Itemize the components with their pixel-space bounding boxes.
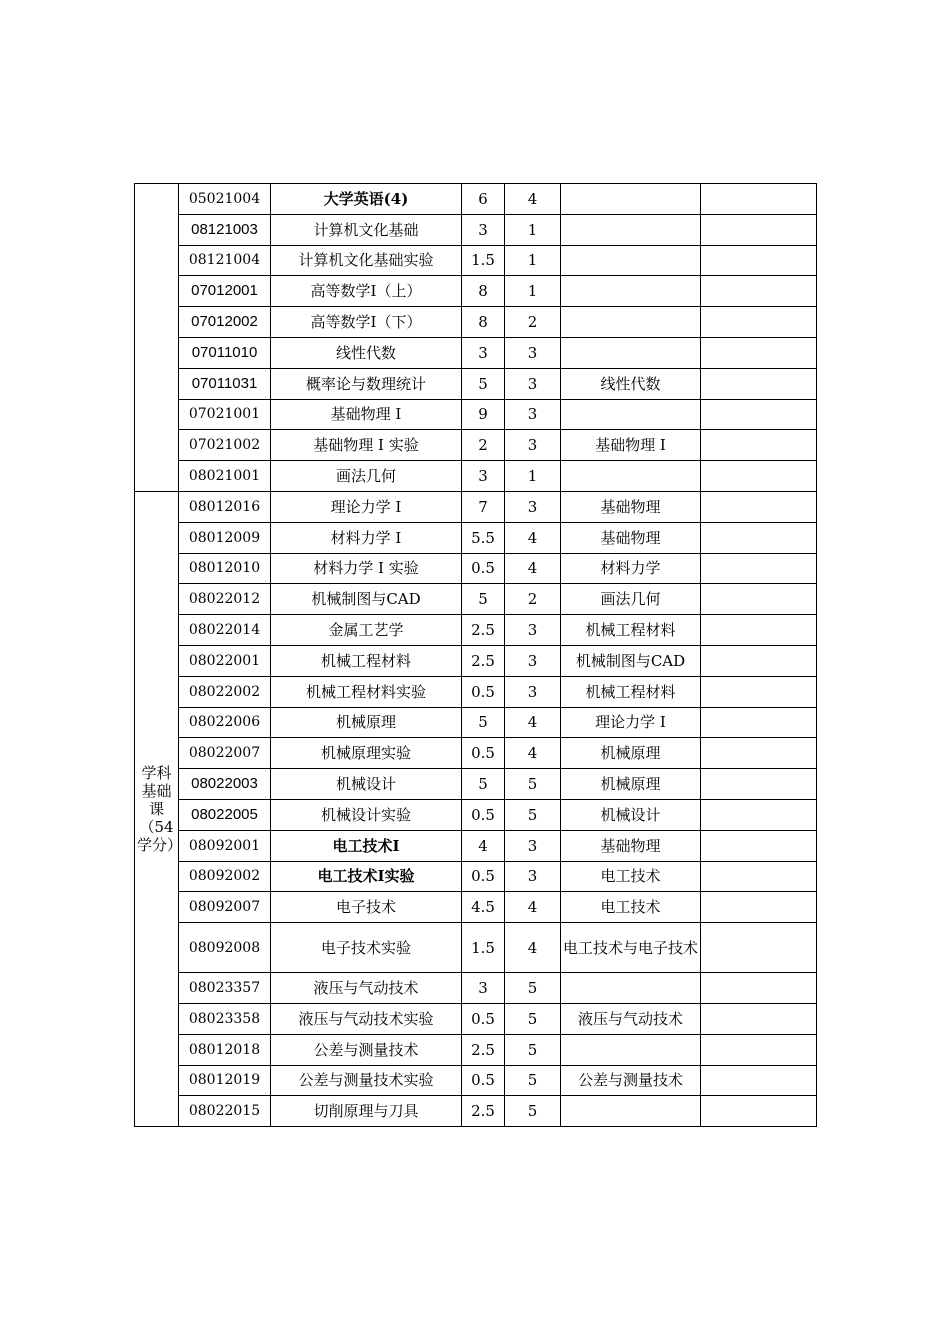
course-name-cell: 机械制图与CAD [271, 584, 462, 615]
note-cell [701, 214, 817, 245]
table-row [135, 738, 817, 769]
credits-cell: 0.5 [462, 553, 505, 584]
table-row [135, 1096, 817, 1127]
semester-cell: 4 [505, 522, 561, 553]
prerequisite-cell [561, 214, 701, 245]
semester-cell: 5 [505, 1096, 561, 1127]
credits-cell: 8 [462, 307, 505, 338]
table-row [135, 923, 817, 973]
credits-cell: 0.5 [462, 1065, 505, 1096]
semester-cell: 3 [505, 830, 561, 861]
prerequisite-cell: 线性代数 [561, 368, 701, 399]
semester-cell: 3 [505, 399, 561, 430]
note-cell [701, 461, 817, 492]
course-code-cell: 07021002 [179, 430, 271, 461]
note-cell [701, 861, 817, 892]
note-cell [701, 615, 817, 646]
credits-cell: 2 [462, 430, 505, 461]
course-code-cell: 08022006 [179, 707, 271, 738]
credits-cell: 9 [462, 399, 505, 430]
course-name-cell: 高等数学Ⅰ（上） [271, 276, 462, 307]
course-name-cell: 基础物理 Ⅰ [271, 399, 462, 430]
table-row [135, 1065, 817, 1096]
course-code-cell: 08022014 [179, 615, 271, 646]
course-code-cell: 08021001 [179, 461, 271, 492]
table-row [135, 307, 817, 338]
note-cell [701, 1065, 817, 1096]
prerequisite-cell: 基础物理 [561, 522, 701, 553]
prerequisite-cell: 机械原理 [561, 738, 701, 769]
semester-cell: 3 [505, 676, 561, 707]
prerequisite-cell [561, 184, 701, 215]
note-cell [701, 276, 817, 307]
course-code-cell: 08022015 [179, 1096, 271, 1127]
table-row [135, 615, 817, 646]
note-cell [701, 1096, 817, 1127]
semester-cell: 5 [505, 973, 561, 1004]
credits-cell: 2.5 [462, 645, 505, 676]
table-row [135, 1034, 817, 1065]
credits-cell: 0.5 [462, 861, 505, 892]
prerequisite-cell: 基础物理 [561, 491, 701, 522]
course-name-cell: 切削原理与刀具 [271, 1096, 462, 1127]
table-row [135, 245, 817, 276]
semester-cell: 2 [505, 307, 561, 338]
semester-cell: 4 [505, 923, 561, 973]
prerequisite-cell: 液压与气动技术 [561, 1003, 701, 1034]
prerequisite-cell: 机械工程材料 [561, 615, 701, 646]
course-code-cell: 08023357 [179, 973, 271, 1004]
course-table [134, 183, 817, 1127]
credits-cell: 3 [462, 973, 505, 1004]
semester-cell: 3 [505, 430, 561, 461]
course-code-cell: 07021001 [179, 399, 271, 430]
table-row [135, 491, 817, 522]
note-cell [701, 245, 817, 276]
course-name-cell: 电子技术实验 [271, 923, 462, 973]
credits-cell: 5 [462, 769, 505, 800]
course-code-cell: 08022003 [179, 769, 271, 800]
note-cell [701, 337, 817, 368]
semester-cell: 5 [505, 799, 561, 830]
course-code-cell: 08092001 [179, 830, 271, 861]
course-code-cell: 08012019 [179, 1065, 271, 1096]
table-body [135, 184, 817, 1127]
credits-cell: 1.5 [462, 923, 505, 973]
prerequisite-cell [561, 337, 701, 368]
credits-cell: 0.5 [462, 1003, 505, 1034]
course-code-cell: 07011010 [179, 337, 271, 368]
prerequisite-cell: 机械制图与CAD [561, 645, 701, 676]
credits-cell: 5 [462, 707, 505, 738]
prerequisite-cell [561, 1096, 701, 1127]
note-cell [701, 491, 817, 522]
note-cell [701, 923, 817, 973]
prerequisite-cell: 机械工程材料 [561, 676, 701, 707]
prerequisite-cell [561, 973, 701, 1004]
course-name-cell: 机械工程材料 [271, 645, 462, 676]
prerequisite-cell: 电工技术 [561, 861, 701, 892]
prerequisite-cell: 画法几何 [561, 584, 701, 615]
course-name-cell: 机械设计 [271, 769, 462, 800]
course-code-cell: 08092002 [179, 861, 271, 892]
course-name-cell: 机械设计实验 [271, 799, 462, 830]
semester-cell: 4 [505, 553, 561, 584]
course-name-cell: 液压与气动技术实验 [271, 1003, 462, 1034]
course-code-cell: 05021004 [179, 184, 271, 215]
course-name-cell: 计算机文化基础实验 [271, 245, 462, 276]
course-code-cell: 07012002 [179, 307, 271, 338]
prerequisite-cell [561, 245, 701, 276]
note-cell [701, 1003, 817, 1034]
table-row [135, 337, 817, 368]
semester-cell: 5 [505, 1065, 561, 1096]
semester-cell: 4 [505, 184, 561, 215]
prerequisite-cell: 公差与测量技术 [561, 1065, 701, 1096]
note-cell [701, 184, 817, 215]
course-code-cell: 08012010 [179, 553, 271, 584]
semester-cell: 3 [505, 368, 561, 399]
course-name-cell: 线性代数 [271, 337, 462, 368]
note-cell [701, 892, 817, 923]
table-row [135, 584, 817, 615]
semester-cell: 3 [505, 491, 561, 522]
table-row [135, 892, 817, 923]
note-cell [701, 676, 817, 707]
prerequisite-cell: 机械原理 [561, 769, 701, 800]
semester-cell: 4 [505, 738, 561, 769]
semester-cell: 3 [505, 337, 561, 368]
course-name-cell: 画法几何 [271, 461, 462, 492]
prerequisite-cell [561, 461, 701, 492]
table-row [135, 769, 817, 800]
table-row [135, 399, 817, 430]
table-row [135, 184, 817, 215]
credits-cell: 2.5 [462, 615, 505, 646]
course-name-cell: 材料力学 Ⅰ 实验 [271, 553, 462, 584]
note-cell [701, 738, 817, 769]
table-row [135, 430, 817, 461]
credits-cell: 0.5 [462, 676, 505, 707]
table-row [135, 276, 817, 307]
credits-cell: 8 [462, 276, 505, 307]
course-name-cell: 理论力学 Ⅰ [271, 491, 462, 522]
note-cell [701, 399, 817, 430]
credits-cell: 7 [462, 491, 505, 522]
table-row [135, 645, 817, 676]
course-name-cell: 公差与测量技术实验 [271, 1065, 462, 1096]
table-row [135, 707, 817, 738]
prerequisite-cell: 材料力学 [561, 553, 701, 584]
semester-cell: 5 [505, 1034, 561, 1065]
credits-cell: 1.5 [462, 245, 505, 276]
course-code-cell: 08022007 [179, 738, 271, 769]
note-cell [701, 799, 817, 830]
credits-cell: 4.5 [462, 892, 505, 923]
credits-cell: 2.5 [462, 1034, 505, 1065]
note-cell [701, 707, 817, 738]
prerequisite-cell: 电工技术 [561, 892, 701, 923]
credits-cell: 4 [462, 830, 505, 861]
table-row [135, 214, 817, 245]
course-name-cell: 机械原理 [271, 707, 462, 738]
semester-cell: 5 [505, 1003, 561, 1034]
credits-cell: 5 [462, 584, 505, 615]
prerequisite-cell [561, 307, 701, 338]
note-cell [701, 645, 817, 676]
table-row [135, 1003, 817, 1034]
course-name-cell: 机械原理实验 [271, 738, 462, 769]
prerequisite-cell: 基础物理 Ⅰ [561, 430, 701, 461]
table-row [135, 368, 817, 399]
course-code-cell: 08092008 [179, 923, 271, 973]
course-code-cell: 08121004 [179, 245, 271, 276]
prerequisite-cell: 电工技术与电子技术 [561, 923, 701, 973]
semester-cell: 1 [505, 276, 561, 307]
semester-cell: 5 [505, 769, 561, 800]
semester-cell: 2 [505, 584, 561, 615]
credits-cell: 3 [462, 461, 505, 492]
note-cell [701, 830, 817, 861]
note-cell [701, 1034, 817, 1065]
semester-cell: 1 [505, 461, 561, 492]
note-cell [701, 553, 817, 584]
note-cell [701, 584, 817, 615]
course-code-cell: 07012001 [179, 276, 271, 307]
credits-cell: 0.5 [462, 799, 505, 830]
semester-cell: 1 [505, 214, 561, 245]
course-code-cell: 08012009 [179, 522, 271, 553]
course-code-cell: 08022002 [179, 676, 271, 707]
table-row [135, 676, 817, 707]
table-row [135, 522, 817, 553]
semester-cell: 4 [505, 892, 561, 923]
course-name-cell: 电工技术Ⅰ实验 [271, 861, 462, 892]
course-code-cell: 08012016 [179, 491, 271, 522]
table-row [135, 799, 817, 830]
prerequisite-cell: 理论力学 Ⅰ [561, 707, 701, 738]
credits-cell: 3 [462, 214, 505, 245]
note-cell [701, 973, 817, 1004]
course-code-cell: 08022005 [179, 799, 271, 830]
semester-cell: 1 [505, 245, 561, 276]
note-cell [701, 368, 817, 399]
semester-cell: 3 [505, 645, 561, 676]
course-name-cell: 基础物理 Ⅰ 实验 [271, 430, 462, 461]
group-cell-first [135, 184, 179, 492]
prerequisite-cell [561, 1034, 701, 1065]
credits-cell: 2.5 [462, 1096, 505, 1127]
course-name-cell: 高等数学Ⅰ（下） [271, 307, 462, 338]
course-name-cell: 概率论与数理统计 [271, 368, 462, 399]
credits-cell: 0.5 [462, 738, 505, 769]
table-row [135, 461, 817, 492]
table-row [135, 830, 817, 861]
course-code-cell: 08121003 [179, 214, 271, 245]
prerequisite-cell: 机械设计 [561, 799, 701, 830]
note-cell [701, 430, 817, 461]
course-name-cell: 计算机文化基础 [271, 214, 462, 245]
prerequisite-cell [561, 276, 701, 307]
group-cell-subject-foundation: 学科基础课（54学分） [135, 491, 179, 1126]
course-name-cell: 公差与测量技术 [271, 1034, 462, 1065]
course-code-cell: 08022001 [179, 645, 271, 676]
course-name-cell: 机械工程材料实验 [271, 676, 462, 707]
course-name-cell: 电子技术 [271, 892, 462, 923]
prerequisite-cell: 基础物理 [561, 830, 701, 861]
credits-cell: 3 [462, 337, 505, 368]
semester-cell: 3 [505, 615, 561, 646]
course-name-cell: 大学英语(4) [271, 184, 462, 215]
course-code-cell: 08022012 [179, 584, 271, 615]
table-row [135, 553, 817, 584]
course-code-cell: 08023358 [179, 1003, 271, 1034]
credits-cell: 5 [462, 368, 505, 399]
course-name-cell: 液压与气动技术 [271, 973, 462, 1004]
course-name-cell: 金属工艺学 [271, 615, 462, 646]
course-name-cell: 电工技术Ⅰ [271, 830, 462, 861]
note-cell [701, 307, 817, 338]
semester-cell: 3 [505, 861, 561, 892]
table-row [135, 861, 817, 892]
course-code-cell: 08092007 [179, 892, 271, 923]
course-code-cell: 07011031 [179, 368, 271, 399]
prerequisite-cell [561, 399, 701, 430]
semester-cell: 4 [505, 707, 561, 738]
course-name-cell: 材料力学 Ⅰ [271, 522, 462, 553]
course-code-cell: 08012018 [179, 1034, 271, 1065]
note-cell [701, 769, 817, 800]
table-row [135, 973, 817, 1004]
credits-cell: 6 [462, 184, 505, 215]
note-cell [701, 522, 817, 553]
credits-cell: 5.5 [462, 522, 505, 553]
